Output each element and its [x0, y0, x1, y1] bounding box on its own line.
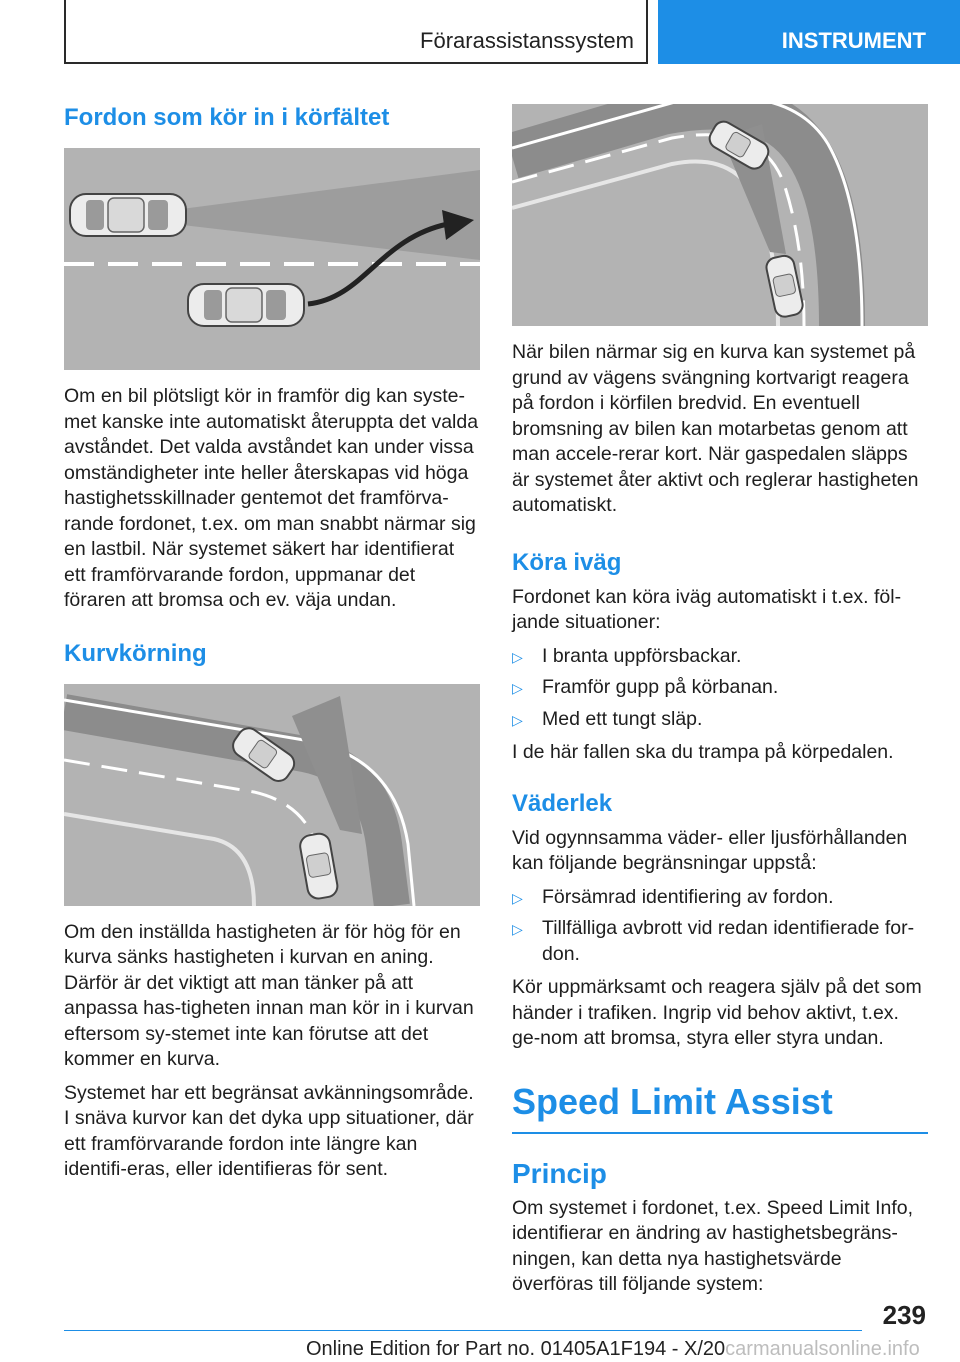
figure-curve-2 [512, 104, 928, 326]
curve-illustration-1 [64, 684, 480, 906]
heading-cut-in: Fordon som kör in i körfältet [64, 104, 390, 131]
bullet-triangle-icon: ▷ [512, 889, 523, 906]
paragraph-drive-off: Fordonet kan köra iväg automatiskt i t.ex. föl-jande situationer: [512, 585, 902, 633]
footer-edition [306, 1338, 920, 1361]
footer-edition-text: Online Edition for Part no. 01405A1F194 - X/20 [306, 1338, 726, 1360]
list-item [512, 675, 928, 701]
right-column [512, 104, 928, 1298]
header-chapter-tab[interactable]: INSTRUMENT [658, 0, 960, 64]
page-number: 239 [882, 1300, 926, 1330]
chapter-rule [512, 1132, 928, 1134]
list-drive-off [512, 644, 928, 733]
cut-in-illustration [64, 148, 480, 370]
list-item-text: Tillfälliga avbrott vid redan identifierade for-don. [542, 917, 915, 965]
heading-weather: Väderlek [512, 789, 613, 817]
car-ahead-icon [70, 194, 186, 236]
figure-curve-1 [64, 684, 480, 906]
paragraph-weather: Vid ogynnsamma väder- eller ljusförhållanden kan följande begränsningar uppstå: [512, 826, 908, 874]
left-column [64, 104, 480, 1183]
heading-principle: Princip [512, 1157, 607, 1189]
heading-drive-off: Köra iväg [512, 548, 622, 576]
bullet-triangle-icon: ▷ [512, 711, 523, 728]
list-item [512, 916, 928, 967]
list-weather [512, 885, 928, 968]
list-item-text: Med ett tungt släp. [542, 707, 703, 730]
paragraph-attention: Kör uppmärksamt och reagera själv på det som händer i trafiken. Ingrip vid behov aktivt, t.ex. ge-nom att bromsa, styra eller styra undan. [512, 976, 922, 1049]
list-item [512, 885, 928, 911]
footer-watermark: carmanualsonline.info [725, 1338, 920, 1360]
list-item-text: Försämrad identifiering av fordon. [542, 885, 834, 908]
paragraph-principle: Om systemet i fordonet, t.ex. Speed Limit Info, identifierar en ändring av hastighetsbegräns-ningen, kan detta nya hastighetsvärde överföras till följande system: [512, 1196, 914, 1295]
list-item-text: I branta uppförsbackar. [542, 644, 742, 667]
bullet-triangle-icon: ▷ [512, 680, 523, 696]
heading-curves: Kurvkörning [64, 639, 207, 667]
paragraph-cut-in: Om en bil plötsligt kör in framför dig kan syste-met kanske inte automatiskt återuppta det valda avståndet. Det valda avståndet kan under vissa omständigheter inte heller återskapas vid höga hastighetsskillnader gentemot det framförva-rande fordonet, t.ex. om man snabbt närmar sig en lastbil. När systemet säkert har identifierat ett framförvarande fordon, uppmanar det föraren att bromsa och ev. väja undan. [64, 385, 479, 611]
list-item-text: Framför gupp på körbanan. [542, 676, 779, 698]
curve-illustration-2 [512, 104, 928, 326]
bullet-triangle-icon: ▷ [512, 921, 523, 937]
paragraph-curves-2: Systemet har ett begränsat avkänningsområde. I snäva kurvor kan det dyka upp situationer, där ett framförvarande fordon inte längre kan identifi-eras, eller identifieras för sent. [64, 1081, 474, 1180]
chapter-title: Speed Limit Assist [512, 1080, 833, 1122]
paragraph-curves-1: Om den inställda hastigheten är för hög för en kurva sänks hastigheten i kurvan en aning. Därför är det viktigt att man tänker på att anpassa has-tigheten innan man kör in i kurvan eftersom sy-stemet inte kan förutse att det kommer en kurva. [64, 920, 474, 1070]
paragraph-pedal: I de här fallen ska du trampa på körpedalen. [512, 741, 894, 763]
list-item [512, 707, 928, 733]
paragraph-curve-reaction: När bilen närmar sig en kurva kan systemet på grund av vägens svängning kortvarigt reagera på fordon i körfilen bredvid. En eventuell bromsning av bilen kan motarbetas genom att man accele-rerar kort. När gaspedalen släpps är systemet åter aktivt och reglerar hastigheten automatiskt. [512, 341, 919, 516]
figure-cut-in [64, 148, 480, 370]
list-item [512, 644, 928, 670]
header-section-title: Förarassistanssystem [420, 28, 634, 53]
footer-rule [64, 1330, 862, 1331]
own-car-icon [188, 284, 304, 326]
bullet-triangle-icon: ▷ [512, 648, 523, 665]
